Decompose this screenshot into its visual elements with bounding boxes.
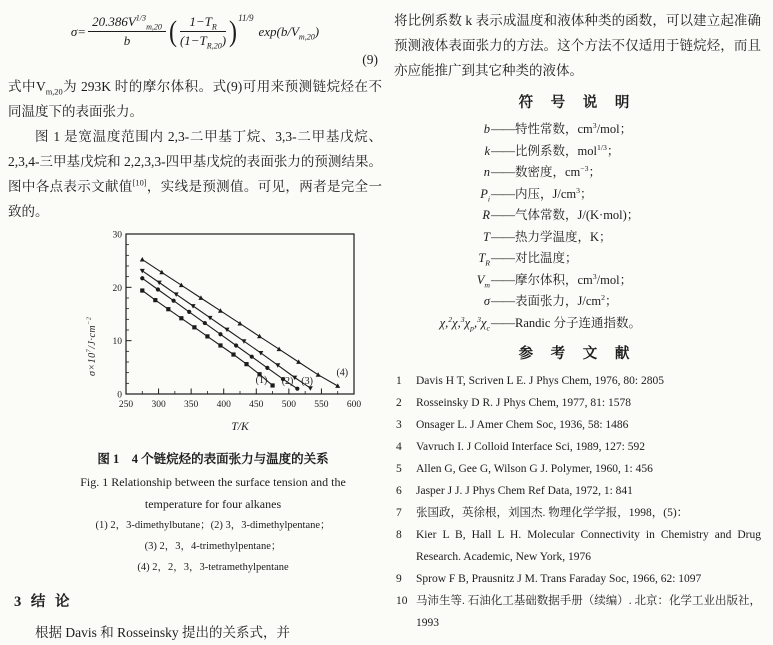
square-marker <box>218 343 222 347</box>
symbol-description: 表面张力，$J/cm^2$； <box>515 292 618 308</box>
equation-frac2-denominator: $(1-T_{R,20})$ <box>179 33 227 51</box>
reference-text: 马沛生等. 石油化工基础数据手册（续编）. 北京：化学工业出版社，1993 <box>416 595 761 629</box>
left-column <box>8 8 382 639</box>
series-end-label: (3) <box>301 376 313 388</box>
reference-item <box>394 502 761 524</box>
x-tick-label: 300 <box>151 400 166 410</box>
reference-text: Jasper J J. J Phys Chem Ref Data, 1972, 1: 841 <box>416 485 633 497</box>
symbol-list <box>394 119 761 334</box>
symbol-description: 对比温度； <box>515 251 578 265</box>
circle-marker <box>156 287 160 291</box>
reference-item <box>394 480 761 502</box>
x-tick-label: 450 <box>249 400 264 410</box>
square-marker <box>140 288 144 292</box>
symbol-description: 热力学温度，K； <box>515 229 612 244</box>
body-paragraph-conclusion: 根据 Davis 和 Rosseinsky 提出的关系式，并 <box>35 625 291 640</box>
triangle-down-marker <box>224 328 229 333</box>
triangle-up-marker <box>218 308 223 313</box>
close-paren: ) <box>229 15 238 48</box>
symbol-dash: —— <box>491 165 514 179</box>
square-marker <box>166 307 170 311</box>
triangle-down-marker <box>241 339 246 344</box>
symbol-dash: —— <box>491 229 514 244</box>
reference-text: Allen G, Gee G, Wilson G J. Polymer, 1960, 1: 456 <box>416 463 653 475</box>
reference-item <box>394 392 761 414</box>
symbol-term: $\chi,^2\chi,^3\chi_p,^3\chi_c$ <box>439 314 490 332</box>
circle-marker <box>265 366 269 370</box>
reference-number: 1 <box>396 375 402 387</box>
figure-legend-line: (1) 2，3-dimethylbutane；(2) 3，3-dimethylpentane； <box>95 520 331 531</box>
figure-1-chart <box>84 228 364 443</box>
references-heading: 参 考 文 献 <box>518 346 637 362</box>
circle-marker <box>234 343 238 347</box>
body-paragraph-after-equation: 式中$V_{m,20}$为 293K 时的摩尔体积。式(9)可用来预测链烷烃在不同温度下的表面张力。 <box>8 79 383 119</box>
x-tick-label: 600 <box>346 400 362 410</box>
reference-number: 9 <box>396 573 402 585</box>
figure-caption-chinese: 图 1 4 个链烷烃的表面张力与温度的关系 <box>97 452 329 466</box>
symbols-heading: 符 号 说 明 <box>518 95 637 111</box>
reference-number: 2 <box>396 397 402 409</box>
equation-9-body <box>8 14 382 49</box>
chart-x-axis-label: T/K <box>231 421 249 433</box>
equation-9 <box>8 14 382 68</box>
reference-item <box>394 568 761 590</box>
symbol-term: b <box>483 122 490 136</box>
symbol-dash: —— <box>491 186 514 201</box>
symbol-row <box>394 270 761 292</box>
x-tick-label: 350 <box>184 400 199 410</box>
triangle-up-marker <box>159 270 164 275</box>
symbol-dash: —— <box>491 208 514 222</box>
symbol-dash: —— <box>491 294 514 308</box>
symbol-row <box>394 313 761 335</box>
symbol-term: $V_m$ <box>476 272 490 289</box>
reference-number: 4 <box>396 441 402 453</box>
symbol-term: n <box>483 165 490 179</box>
reference-number: 6 <box>396 485 402 497</box>
reference-number: 10 <box>396 595 408 607</box>
x-tick-label: 400 <box>216 400 231 410</box>
symbol-row <box>394 227 761 249</box>
square-marker <box>231 352 235 356</box>
circle-marker <box>187 310 191 314</box>
symbol-term: σ <box>483 294 490 308</box>
triangle-up-marker <box>257 334 262 339</box>
symbol-row <box>394 119 761 141</box>
figure-legend-line: (4) 2，2，3，3-tetramethylpentane <box>137 562 289 573</box>
symbol-row <box>394 205 761 227</box>
reference-list <box>394 370 761 634</box>
triangle-up-marker <box>277 347 282 352</box>
reference-item <box>394 524 761 568</box>
circle-marker <box>295 387 299 391</box>
square-marker <box>205 334 209 338</box>
y-tick-label: 20 <box>112 283 122 294</box>
triangle-up-marker <box>179 283 184 288</box>
symbol-description: Randic 分子连通指数。 <box>515 315 642 330</box>
triangle-up-marker <box>296 359 301 364</box>
open-paren: ( <box>168 15 177 48</box>
square-marker <box>244 362 248 366</box>
figure-legend-line: (3) 2，3，4-trimethylpentane； <box>144 541 282 552</box>
triangle-down-marker <box>174 292 179 297</box>
y-tick-label: 0 <box>117 390 122 401</box>
y-tick-label: 30 <box>112 230 122 241</box>
circle-marker <box>218 332 222 336</box>
reference-item <box>394 458 761 480</box>
symbol-term: k <box>484 143 490 158</box>
triangle-up-marker <box>316 372 321 377</box>
equation-fraction-1 <box>88 14 166 49</box>
reference-text: Vavruch I. J Colloid Interface Sci, 1989, 127: 592 <box>416 441 645 453</box>
circle-marker <box>140 276 144 280</box>
body-paragraph-top-right: 将比例系数 k 表示成温度和液体种类的函数，可以建立起准确预测液体表面张力的方法。这个方法不仅适用于链烷烃，而且亦应能推广到其它种类的液体。 <box>394 13 761 78</box>
reference-text: Davis H T, Scriven L E. J Phys Chem, 1976, 80: 2805 <box>416 375 664 387</box>
triangle-down-marker <box>191 304 196 309</box>
symbol-dash: —— <box>491 272 514 287</box>
reference-number: 5 <box>396 463 402 475</box>
x-tick-label: 500 <box>281 400 296 410</box>
circle-marker <box>171 299 175 303</box>
series-end-label: (2) <box>281 376 294 388</box>
symbol-description: 比例系数，mol$^{1/3}$； <box>515 142 620 158</box>
reference-text: Kier L B, Hall L H. Molecular Connectivity in Chemistry and Drug Research. Academic, New York, 1976 <box>416 529 761 563</box>
triangle-down-marker <box>157 281 162 286</box>
equation-frac1-numerator: $20.386V^{1/3}_{m,20}$ <box>88 14 166 32</box>
x-tick-label: 250 <box>118 400 134 410</box>
reference-text: Sprow F B, Prausnitz J M. Trans Faraday Soc, 1966, 62: 1097 <box>416 573 702 585</box>
symbol-term: R <box>482 208 490 222</box>
circle-marker <box>250 355 254 359</box>
reference-item <box>394 370 761 392</box>
figure-1 <box>8 228 382 578</box>
triangle-up-marker <box>198 295 203 300</box>
right-column <box>394 8 761 639</box>
figure-caption-english: Fig. 1 Relationship between the surface tension and the temperature for four alkanes <box>80 475 346 511</box>
symbol-description: 内压，$J/cm^3$； <box>515 185 593 201</box>
symbol-description: 数密度，$cm^{-3}$； <box>515 163 602 179</box>
symbol-term: T <box>483 229 490 244</box>
triangle-up-marker <box>238 321 243 326</box>
series-end-label: (1) <box>255 375 268 387</box>
figure-1-caption <box>8 449 382 578</box>
equation-frac2-numerator: $1-T_R$ <box>180 14 226 32</box>
reference-number: 8 <box>396 529 402 541</box>
symbol-dash: —— <box>491 122 514 136</box>
reference-text: 张国政，英徐根，刘国杰. 物理化学学报，1998，(5)： <box>416 507 689 519</box>
equation-lhs: σ= <box>70 23 87 39</box>
symbol-row <box>394 248 761 270</box>
reference-number: 3 <box>396 419 402 431</box>
reference-text: Rosseinsky D R. J Phys Chem, 1977, 81: 1578 <box>416 397 632 409</box>
symbol-row <box>394 184 761 206</box>
symbol-term: $T_R$ <box>478 251 490 268</box>
symbol-row <box>394 162 761 184</box>
symbol-row <box>394 291 761 313</box>
surface-tension-chart <box>84 228 364 438</box>
equation-number: (9) <box>362 52 378 67</box>
reference-item <box>394 590 761 634</box>
symbol-description: 摩尔体积，$cm^3$/mol； <box>515 271 633 287</box>
triangle-down-marker <box>208 316 213 321</box>
triangle-up-marker <box>140 257 145 262</box>
equation-exp-term: $\exp(b/V_{m,20})$ <box>258 23 320 42</box>
equation-frac1-denominator: b <box>123 33 131 48</box>
square-marker <box>179 316 183 320</box>
reference-item <box>394 414 761 436</box>
symbol-description: 气体常数，J/(K·mol)； <box>515 208 640 222</box>
symbol-row <box>394 141 761 163</box>
figure-legend-lines <box>44 515 382 578</box>
chart-y-axis-label: $\sigma\times 10^7/J\cdot cm^{-2}$ <box>85 316 98 376</box>
square-marker <box>270 383 274 387</box>
square-marker <box>153 298 157 302</box>
equation-fraction-2 <box>180 14 226 49</box>
symbol-dash: —— <box>491 143 514 158</box>
series-end-label: (4) <box>336 367 349 379</box>
triangle-up-marker <box>335 383 340 388</box>
symbol-term: $P_i$ <box>480 186 490 203</box>
section-heading-conclusion: 3 结 论 <box>14 594 73 610</box>
reference-text: Onsager L. J Amer Chem Soc, 1936, 58: 1486 <box>416 419 629 431</box>
equation-exponent: 11/9 <box>238 13 254 23</box>
symbol-description: 特性常数，$cm^3$/mol； <box>515 120 633 136</box>
symbol-dash: —— <box>491 251 514 265</box>
reference-item <box>394 436 761 458</box>
x-tick-label: 550 <box>314 400 329 410</box>
triangle-down-marker <box>140 269 145 274</box>
square-marker <box>192 325 196 329</box>
y-tick-label: 10 <box>112 337 122 348</box>
circle-marker <box>203 321 207 325</box>
body-paragraph-figure-intro: 图 1 是宽温度范围内 2,3-二甲基丁烷、3,3-二甲基戊烷、2,3,4-三甲基戊烷和 2,2,3,3-四甲基戊烷的表面张力的预测结果。图中各点表示文献值[10]，实线是预测值。可见，两者是完全一致的。 <box>8 129 383 219</box>
symbol-dash: —— <box>491 315 514 330</box>
reference-number: 7 <box>396 507 402 519</box>
